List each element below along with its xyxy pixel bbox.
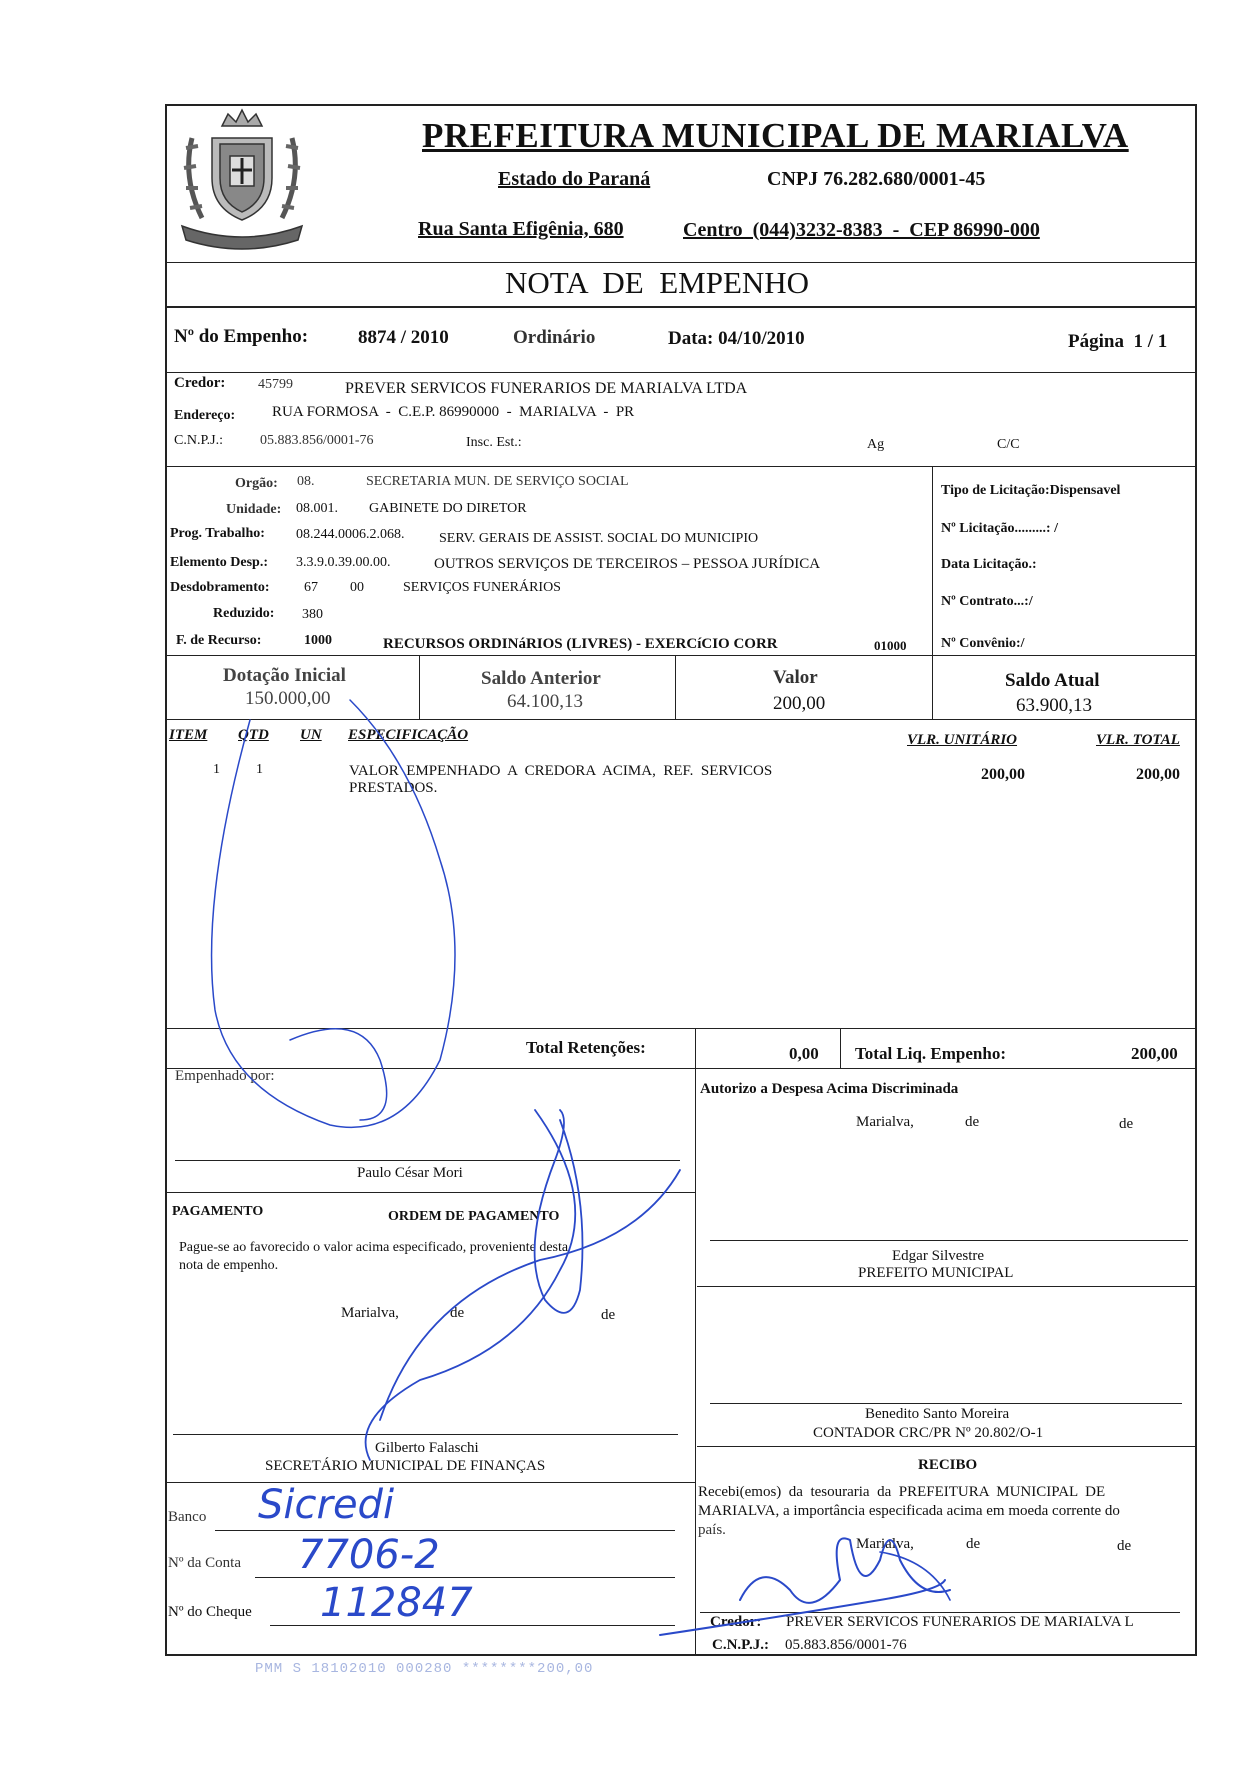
recibo-de-1: de xyxy=(966,1536,981,1552)
autorizo-de-2: de xyxy=(1119,1116,1134,1132)
cheque-value: 112847 xyxy=(320,1580,473,1626)
recurso-code-2: 01000 xyxy=(874,638,907,653)
recibo-cnpj: 05.883.856/0001-76 xyxy=(785,1637,907,1653)
contador-title: CONTADOR CRC/PR Nº 20.802/O-1 xyxy=(813,1425,1044,1441)
pagamento-de-1: de xyxy=(450,1305,465,1321)
empenho-date: Data: 04/10/2010 xyxy=(668,328,805,349)
ordem-pagamento-label: ORDEM DE PAGAMENTO xyxy=(388,1209,560,1224)
reduzido-label: Reduzido: xyxy=(213,606,275,621)
col-spec-header: ESPECIFICAÇÃO xyxy=(348,727,469,743)
secretario-name: Gilberto Falaschi xyxy=(375,1440,479,1456)
recibo-text-1: Recebi(emos) da tesouraria da PREFEITURA MUNICIPAL DE xyxy=(698,1484,1106,1500)
col-unit-header: VLR. UNITÁRIO xyxy=(907,732,1018,748)
row-qtd: 1 xyxy=(256,762,263,777)
licitacao-data: Data Licitação.: xyxy=(941,557,1037,572)
conta-value: 7706-2 xyxy=(298,1532,440,1578)
cheque-label: Nº do Cheque xyxy=(168,1604,252,1620)
prefeito-name: Edgar Silvestre xyxy=(892,1248,985,1264)
empenhado-label: Empenhado por: xyxy=(175,1068,275,1084)
banco-value: Sicredi xyxy=(258,1482,395,1528)
banco-label: Banco xyxy=(168,1509,207,1525)
header-cnpj: CNPJ 76.282.680/0001-45 xyxy=(767,168,986,190)
licitacao-convenio: Nº Convênio:/ xyxy=(941,636,1025,651)
address-label: Endereço: xyxy=(174,408,236,423)
credor-label: Credor: xyxy=(174,375,226,391)
desdobramento-a: 67 xyxy=(304,580,318,595)
saldo-anterior-value: 64.100,13 xyxy=(507,691,583,712)
unidade-code: 08.001. xyxy=(296,501,338,516)
saldo-atual-label: Saldo Atual xyxy=(1005,670,1100,691)
saldo-atual-value: 63.900,13 xyxy=(1016,695,1092,716)
saldo-anterior-label: Saldo Anterior xyxy=(481,668,601,689)
empenhado-name: Paulo César Mori xyxy=(357,1165,463,1181)
recibo-text-2: MARIALVA, a importância especificada acima em moeda corrente do xyxy=(698,1503,1120,1519)
credor-name: PREVER SERVICOS FUNERARIOS DE MARIALVA LTDA xyxy=(345,380,748,397)
licitacao-contrato: Nº Contrato...:/ xyxy=(941,594,1033,609)
prog-code: 08.244.0006.2.068. xyxy=(296,527,405,542)
recurso-name: RECURSOS ORDINáRIOS (LIVRES) - EXERCíCIO CORR xyxy=(383,636,778,652)
retencoes-value: 0,00 xyxy=(789,1044,819,1063)
prefeito-title: PREFEITO MUNICIPAL xyxy=(858,1265,1014,1281)
col-qtd-header: QTD xyxy=(238,727,269,743)
desdobramento-name: SERVIÇOS FUNERÁRIOS xyxy=(403,580,561,595)
licitacao-tipo: Tipo de Licitação:Dispensavel xyxy=(941,483,1121,498)
document-title: NOTA DE EMPENHO xyxy=(505,265,810,300)
orgao-label: Orgão: xyxy=(235,476,278,491)
row-total-value: 200,00 xyxy=(1136,766,1180,783)
elemento-name: OUTROS SERVIÇOS DE TERCEIROS – PESSOA JURÍDICA xyxy=(434,556,821,572)
empenho-number: 8874 / 2010 xyxy=(358,327,449,348)
state-name: Estado do Paraná xyxy=(498,168,651,190)
recibo-text-3: país. xyxy=(698,1522,726,1538)
row-item: 1 xyxy=(213,762,220,777)
conta-label: Nº da Conta xyxy=(168,1555,241,1571)
recibo-credor-name: PREVER SERVICOS FUNERARIOS DE MARIALVA L xyxy=(786,1614,1134,1630)
desdobramento-b: 00 xyxy=(350,580,364,595)
credor-address: RUA FORMOSA - C.E.P. 86990000 - MARIALVA - PR xyxy=(272,404,635,420)
valor-value: 200,00 xyxy=(773,693,826,714)
header-address: Rua Santa Efigênia, 680 xyxy=(418,218,624,240)
recibo-city: Marialva, xyxy=(856,1536,914,1552)
retencoes-label: Total Retenções: xyxy=(526,1038,646,1057)
empenho-type: Ordinário xyxy=(513,327,596,348)
autorizo-de-1: de xyxy=(965,1114,980,1130)
orgao-code: 08. xyxy=(297,474,315,489)
pagamento-city: Marialva, xyxy=(341,1305,399,1321)
liquido-value: 200,00 xyxy=(1131,1044,1178,1063)
row-spec-line1: VALOR EMPENHADO A CREDORA ACIMA, REF. SERVICOS xyxy=(349,763,773,779)
row-spec-line2: PRESTADOS. xyxy=(349,780,438,796)
ag-label: Ag xyxy=(867,437,885,452)
unidade-name: GABINETE DO DIRETOR xyxy=(369,501,527,516)
licitacao-numero: Nº Licitação.........: / xyxy=(941,521,1058,536)
recibo-title: RECIBO xyxy=(918,1457,978,1473)
prog-label: Prog. Trabalho: xyxy=(170,526,265,541)
elemento-label: Elemento Desp.: xyxy=(170,555,268,570)
prefeitura-title: PREFEITURA MUNICIPAL DE MARIALVA xyxy=(422,116,1129,155)
reduzido-code: 380 xyxy=(302,607,323,622)
empenho-number-label: Nº do Empenho: xyxy=(174,326,309,347)
pagamento-de-2: de xyxy=(601,1307,616,1323)
recibo-cnpj-label: C.N.P.J.: xyxy=(712,1637,769,1653)
secretario-title: SECRETÁRIO MUNICIPAL DE FINANÇAS xyxy=(265,1458,546,1474)
liquido-label: Total Liq. Empenho: xyxy=(855,1044,1006,1063)
col-item-header: ITEM xyxy=(169,727,208,743)
pagamento-text-2: nota de empenho. xyxy=(179,1258,279,1273)
payment-stamp: PMM S 18102010 000280 ********200,00 xyxy=(255,1661,594,1677)
unidade-label: Unidade: xyxy=(226,502,282,517)
credor-code: 45799 xyxy=(258,377,293,392)
autorizo-label: Autorizo a Despesa Acima Discriminada xyxy=(700,1081,959,1097)
contador-name: Benedito Santo Moreira xyxy=(865,1406,1010,1422)
dotacao-label: Dotação Inicial xyxy=(223,665,346,686)
cc-label: C/C xyxy=(997,437,1020,452)
header-address-rest: Centro (044)3232-8383 - CEP 86990-000 xyxy=(683,219,1040,241)
col-total-header: VLR. TOTAL xyxy=(1096,732,1180,748)
credor-cnpj: 05.883.856/0001-76 xyxy=(260,433,374,448)
row-unit-value: 200,00 xyxy=(981,766,1025,783)
autorizo-city: Marialva, xyxy=(856,1114,914,1130)
dotacao-value: 150.000,00 xyxy=(245,688,331,709)
insc-est-label: Insc. Est.: xyxy=(466,435,522,450)
recurso-code: 1000 xyxy=(304,633,332,648)
valor-label: Valor xyxy=(773,667,818,688)
pagamento-label: PAGAMENTO xyxy=(172,1204,264,1219)
orgao-name: SECRETARIA MUN. DE SERVIÇO SOCIAL xyxy=(366,474,629,489)
prog-name: SERV. GERAIS DE ASSIST. SOCIAL DO MUNICIPIO xyxy=(439,531,759,546)
desdobramento-label: Desdobramento: xyxy=(170,580,270,595)
recurso-label: F. de Recurso: xyxy=(176,633,262,648)
col-un-header: UN xyxy=(300,727,322,743)
recibo-credor-label: Credor: xyxy=(710,1614,762,1630)
cnpj-label: C.N.P.J.: xyxy=(174,433,224,448)
recibo-de-2: de xyxy=(1117,1538,1132,1554)
pagamento-text-1: Pague-se ao favorecido o valor acima especificado, proveniente desta xyxy=(179,1240,569,1255)
page-number: Página 1 / 1 xyxy=(1068,331,1168,352)
elemento-code: 3.3.9.0.39.00.00. xyxy=(296,555,391,570)
